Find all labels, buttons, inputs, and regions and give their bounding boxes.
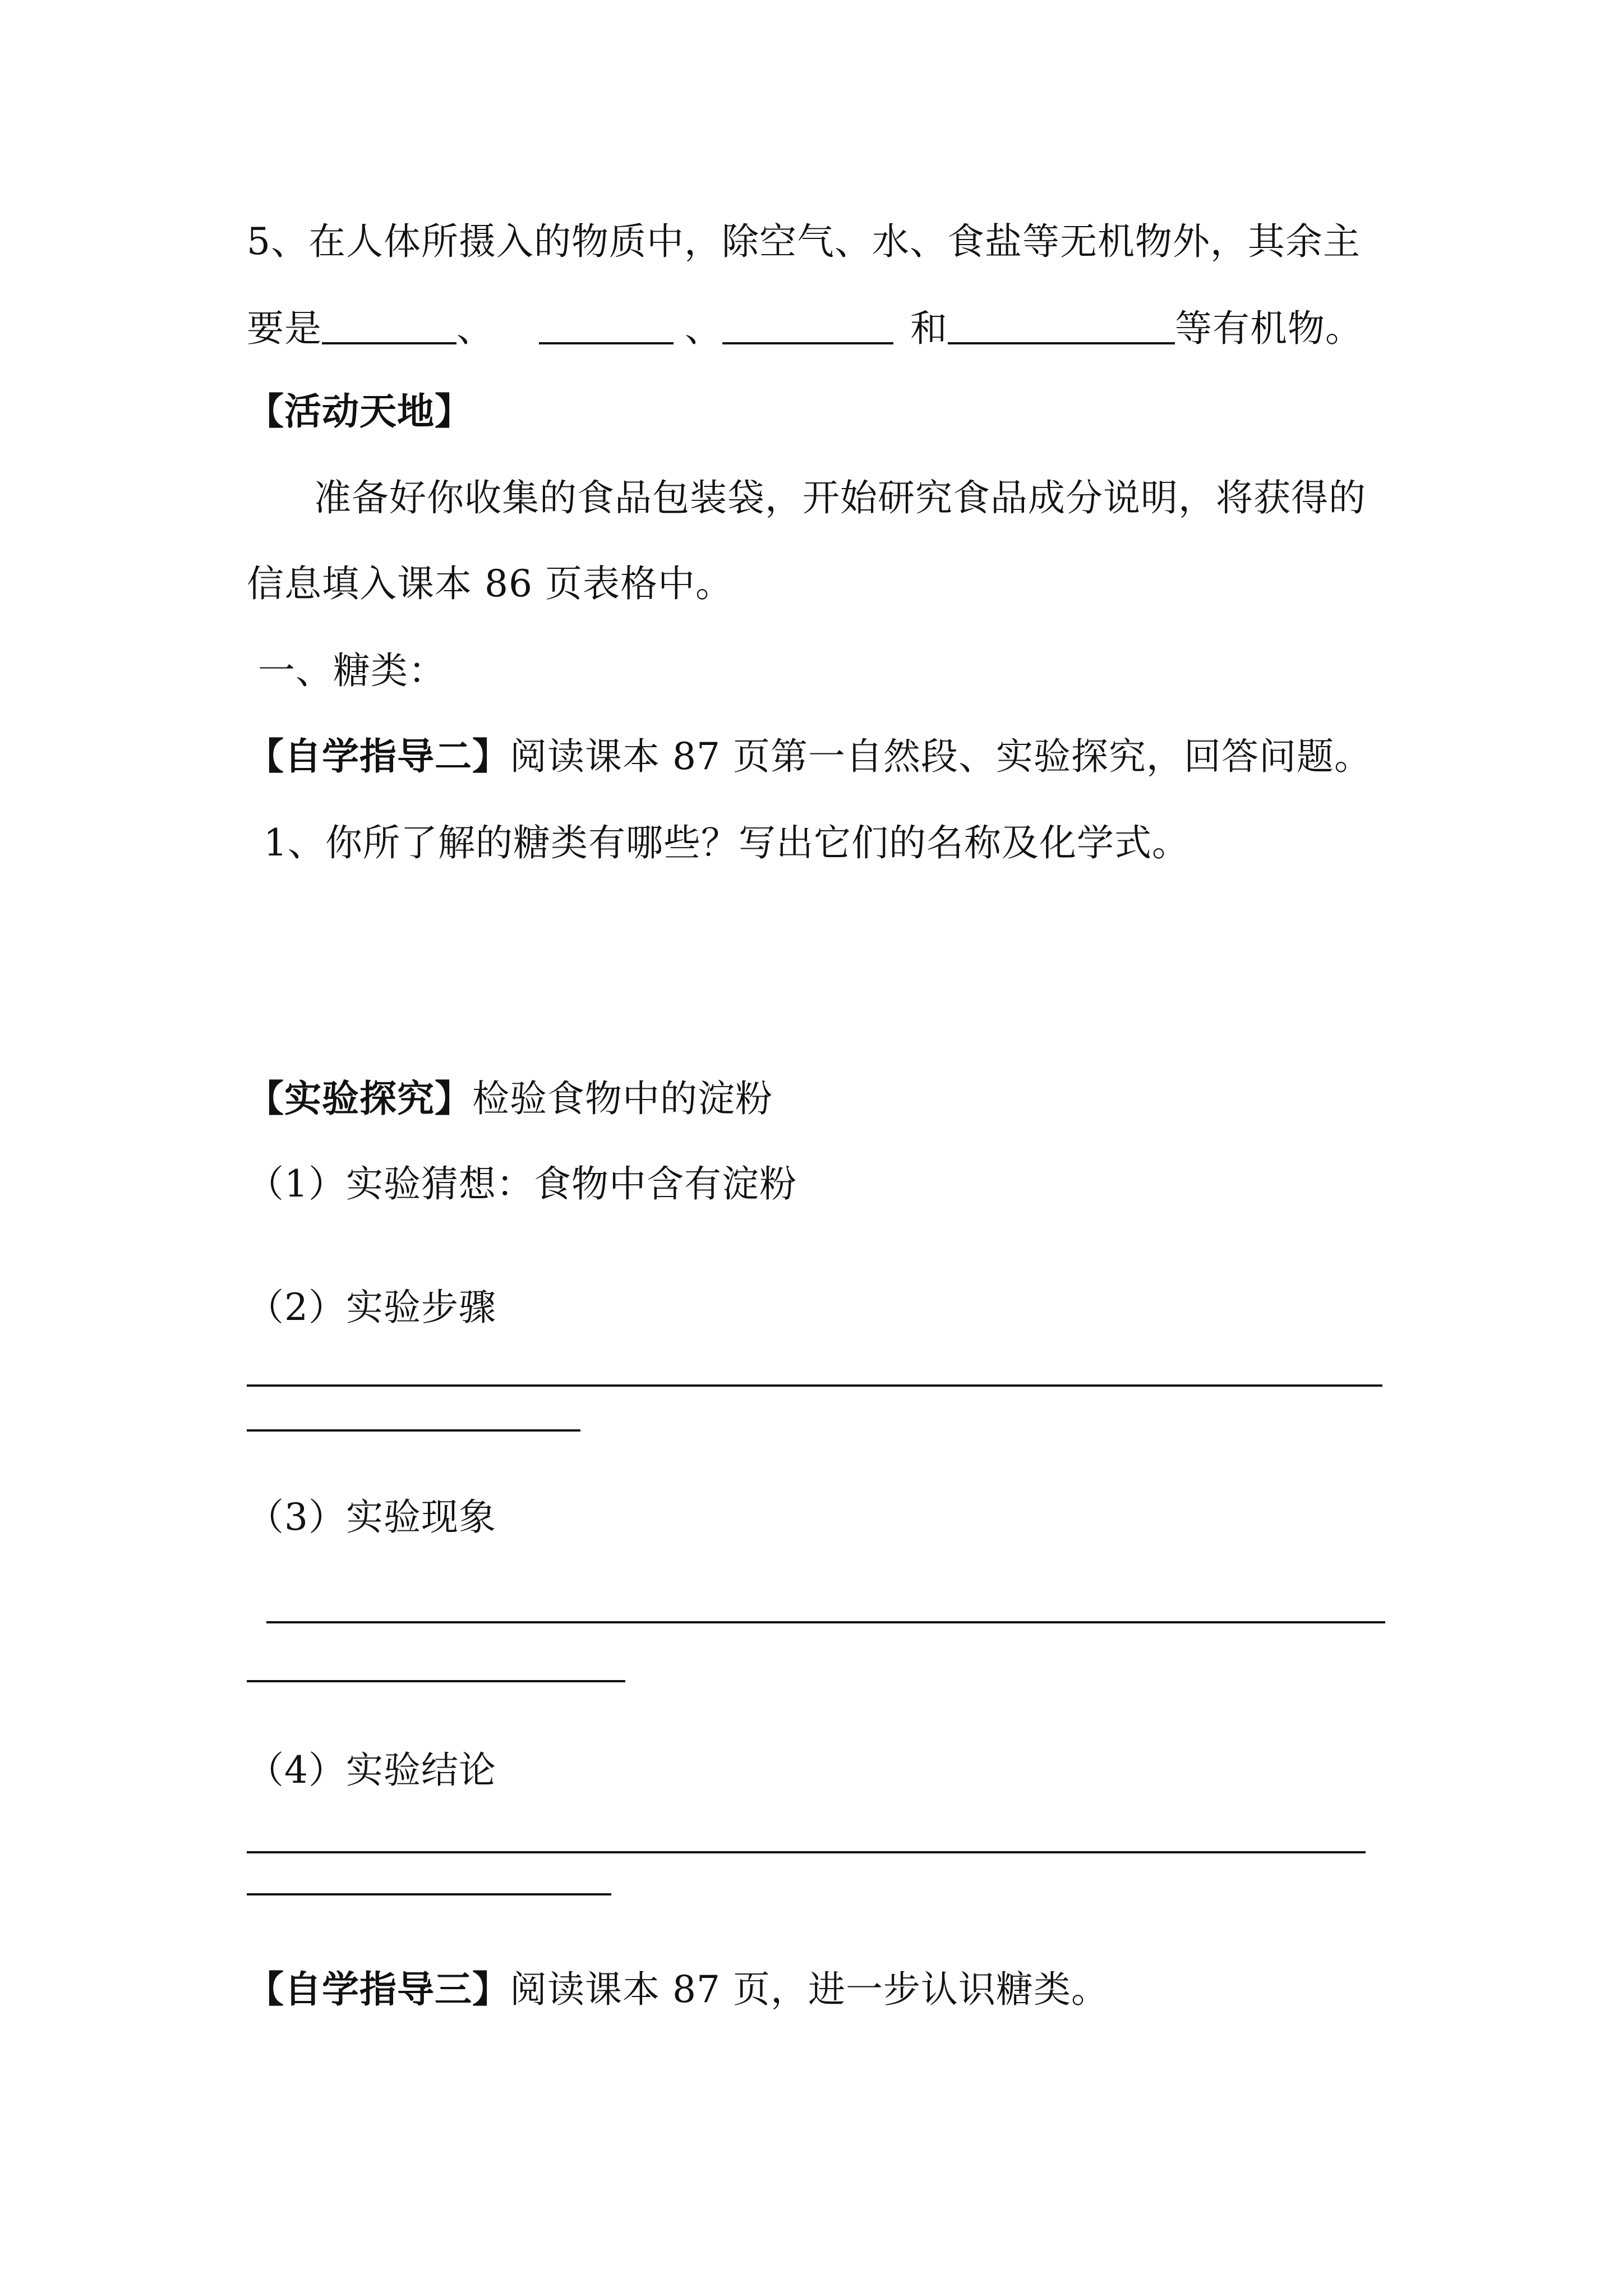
question-5-line-2 bbox=[247, 307, 1363, 350]
question-1: 1、你所了解的糖类有哪些？写出它们的名称及化学式。 bbox=[264, 821, 1189, 864]
experiment-hypothesis: （1）实验猜想：食物中含有淀粉 bbox=[247, 1162, 797, 1205]
experiment-phenomenon-label: （3）实验现象 bbox=[247, 1496, 496, 1539]
activity-paragraph-line-2: 信息填入课本 86 页表格中。 bbox=[247, 562, 733, 605]
procedure-answer-line-1[interactable] bbox=[247, 1384, 1382, 1387]
question-5-text: 5、在人体所摄入的物质中，除空气、水、食盐等无机物外，其余主 bbox=[247, 220, 1361, 263]
experiment-conclusion-label: （4）实验结论 bbox=[247, 1749, 496, 1792]
conjunction-and: 和 bbox=[910, 307, 948, 350]
separator: 、 bbox=[457, 307, 494, 350]
phenomenon-answer-line-2[interactable] bbox=[247, 1680, 625, 1682]
experiment-procedure-label: （2）实验步骤 bbox=[247, 1286, 496, 1329]
phenomenon-answer-line-1[interactable] bbox=[266, 1621, 1385, 1623]
conclusion-answer-line-1[interactable] bbox=[247, 1851, 1366, 1853]
guide-3-label: 【自学指导三】 bbox=[247, 1967, 510, 2011]
guide-2-text: 阅读课本 87 页第一自然段、实验探究，回答问题。 bbox=[510, 735, 1372, 778]
conclusion-answer-line-2[interactable] bbox=[247, 1893, 611, 1895]
section-heading-sugar: 一、糖类： bbox=[258, 649, 446, 692]
procedure-answer-line-2[interactable] bbox=[247, 1429, 580, 1432]
experiment-heading bbox=[247, 1076, 773, 1120]
answer-blank-4[interactable] bbox=[948, 309, 1175, 344]
answer-blank-1[interactable] bbox=[322, 309, 457, 344]
guide-2-label: 【自学指导二】 bbox=[247, 734, 510, 778]
answer-blank-2[interactable] bbox=[539, 309, 674, 344]
question-5-prefix: 要是 bbox=[247, 307, 322, 350]
activity-heading: 【活动天地】 bbox=[247, 389, 472, 433]
guide-3-line bbox=[247, 1967, 1109, 2011]
experiment-title: 检验食物中的淀粉 bbox=[472, 1077, 773, 1120]
activity-paragraph-line-1: 准备好你收集的食品包装袋，开始研究食品成分说明，将获得的 bbox=[314, 476, 1366, 519]
guide-3-text: 阅读课本 87 页，进一步认识糖类。 bbox=[510, 1968, 1109, 2011]
question-5-suffix: 等有机物。 bbox=[1175, 307, 1363, 350]
guide-2-line bbox=[247, 734, 1372, 778]
answer-blank-3[interactable] bbox=[722, 309, 893, 344]
experiment-label: 【实验探究】 bbox=[247, 1076, 472, 1120]
separator: 、 bbox=[685, 307, 722, 350]
question-5-line-1 bbox=[247, 220, 1361, 263]
